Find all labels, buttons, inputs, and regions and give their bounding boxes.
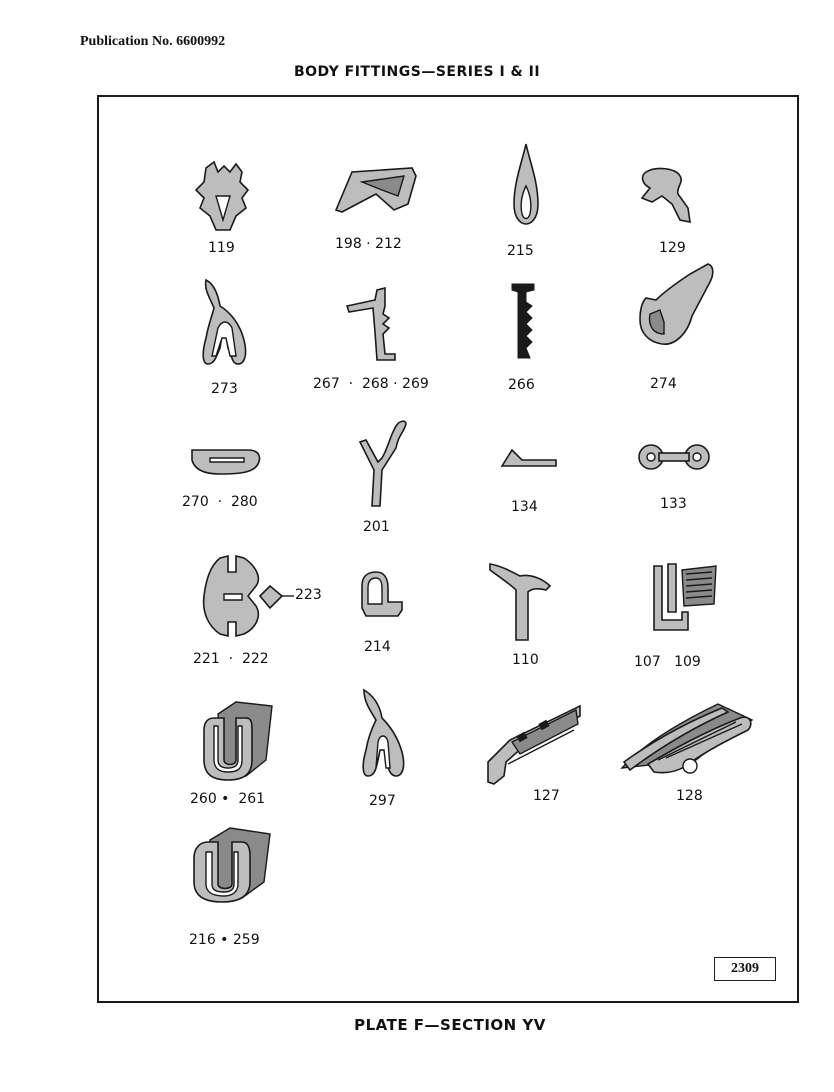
part-label-223: 223 xyxy=(295,587,322,603)
page-title: BODY FITTINGS—SERIES I & II xyxy=(293,64,541,80)
part-label-273: 273 xyxy=(211,381,238,397)
plate-number-box: 2309 xyxy=(714,957,776,981)
seal-266-icon xyxy=(508,282,538,360)
seal-134-icon xyxy=(500,446,558,468)
seal-127-icon xyxy=(484,702,584,786)
part-label-267-268-269: 267 · 268 · 269 xyxy=(313,376,429,392)
part-label-133: 133 xyxy=(660,496,687,512)
part-label-270-280: 270 · 280 xyxy=(182,494,258,510)
seal-267-icon xyxy=(345,286,397,362)
part-label-110: 110 xyxy=(512,652,539,668)
part-label-107-109: 107 109 xyxy=(634,654,701,670)
seal-214-icon xyxy=(354,570,406,620)
seal-274-icon xyxy=(634,262,716,348)
publication-number: Publication No. 6600992 xyxy=(80,34,226,49)
part-label-216-259: 216 • 259 xyxy=(189,932,260,948)
seal-273-icon xyxy=(200,276,252,366)
part-label-198-212: 198 · 212 xyxy=(335,236,402,252)
part-label-215: 215 xyxy=(507,243,534,259)
part-label-274: 274 xyxy=(650,376,677,392)
part-label-119: 119 xyxy=(208,240,235,256)
seal-216-icon xyxy=(190,826,274,904)
seal-215-icon xyxy=(508,142,544,226)
part-label-266: 266 xyxy=(508,377,535,393)
part-label-260-261: 260 • 261 xyxy=(190,791,266,807)
seal-129-icon xyxy=(636,164,696,224)
seal-221-icon xyxy=(200,554,266,638)
seal-223-icon xyxy=(258,582,298,610)
seal-107-icon xyxy=(648,560,718,634)
seal-270-icon xyxy=(190,444,262,476)
seal-110-icon xyxy=(488,560,554,642)
seal-198-icon xyxy=(332,164,418,214)
part-label-128: 128 xyxy=(676,788,703,804)
part-label-297: 297 xyxy=(369,793,396,809)
page-footer: PLATE F—SECTION YV xyxy=(354,1016,546,1034)
seal-119-icon xyxy=(192,160,254,232)
seal-260-icon xyxy=(200,700,274,782)
seal-128-icon xyxy=(618,700,756,780)
part-label-214: 214 xyxy=(364,639,391,655)
seal-297-icon xyxy=(360,688,410,778)
seal-201-icon xyxy=(356,418,412,508)
seal-133-icon xyxy=(637,442,711,472)
part-label-127: 127 xyxy=(533,788,560,804)
part-label-221-222: 221 · 222 xyxy=(193,651,269,667)
part-label-201: 201 xyxy=(363,519,390,535)
part-label-134: 134 xyxy=(511,499,538,515)
part-label-129: 129 xyxy=(659,240,686,256)
